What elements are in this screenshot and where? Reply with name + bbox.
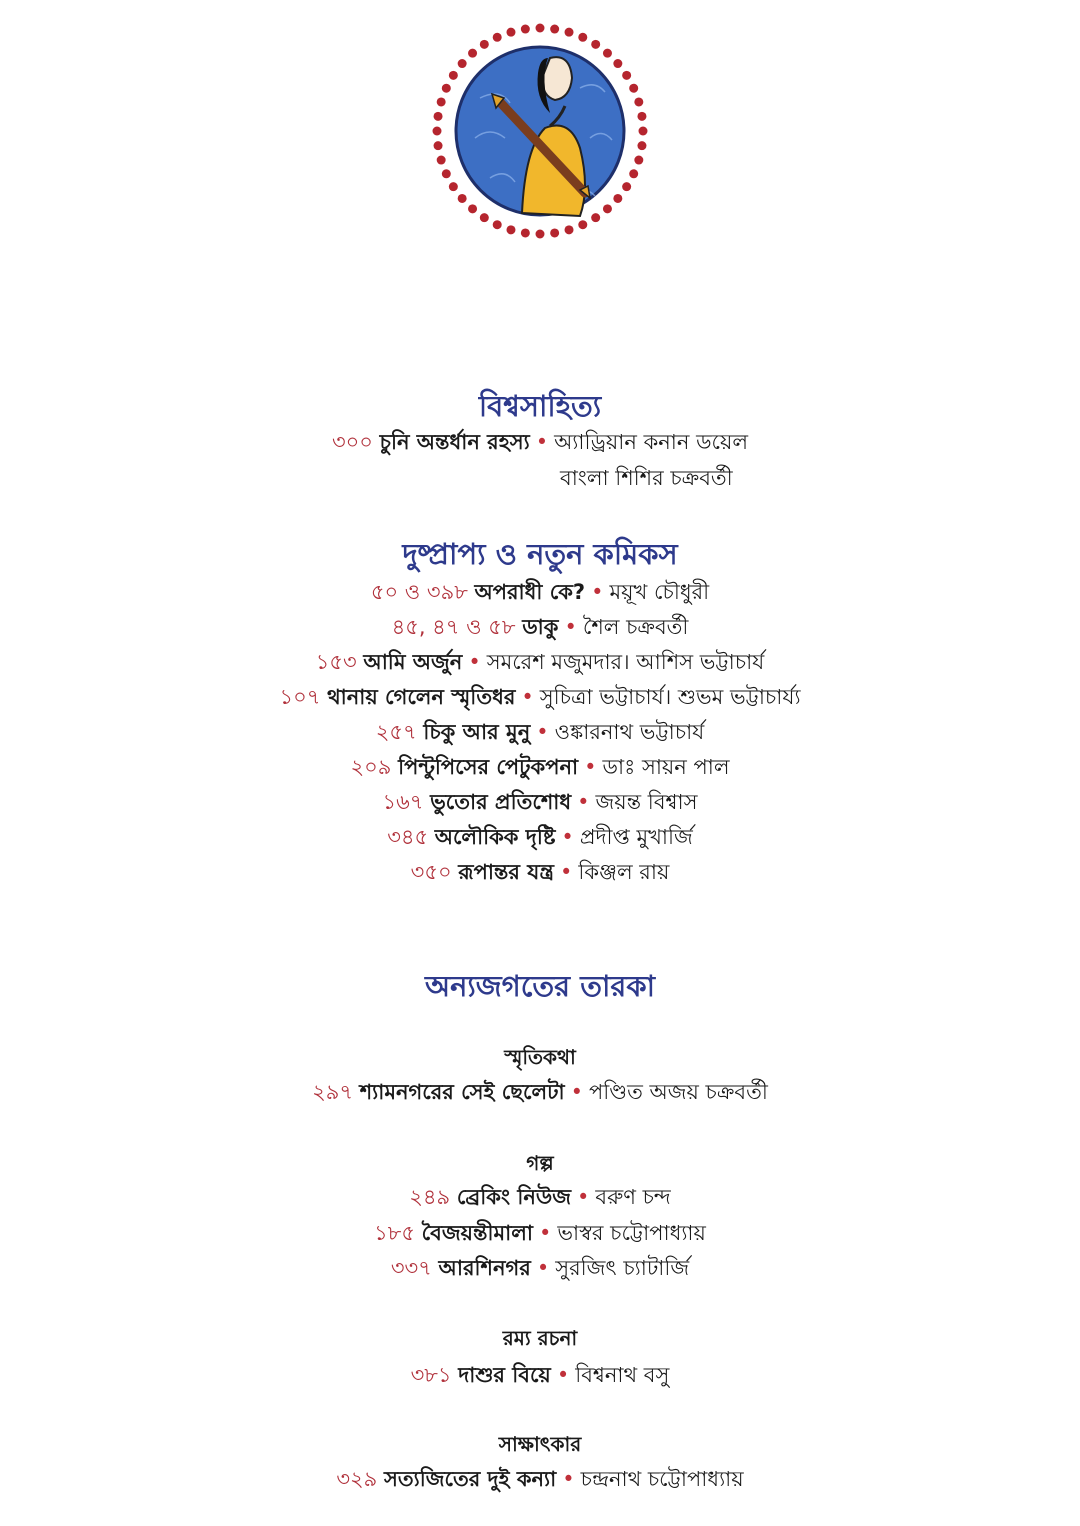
entry-author: ওঙ্কারনাথ ভট্টাচার্য bbox=[554, 720, 705, 744]
entry-author: ভাস্বর চট্টোপাধ্যায় bbox=[557, 1221, 706, 1245]
toc-entry bbox=[0, 1183, 1080, 1211]
logo-dot bbox=[480, 213, 489, 222]
logo-dot bbox=[637, 141, 646, 150]
logo-dot bbox=[434, 112, 443, 121]
toc-entry bbox=[0, 578, 1080, 606]
subsection-label: স্মৃতিকথা bbox=[504, 1045, 576, 1069]
page-number: ১৫৩ bbox=[315, 650, 357, 674]
entry-author: চন্দ্রনাথ চট্টোপাধ্যায় bbox=[580, 1467, 744, 1491]
logo-dot bbox=[493, 33, 502, 42]
bullet-separator: • bbox=[561, 825, 574, 849]
logo-dot bbox=[578, 220, 587, 229]
logo-dot bbox=[434, 141, 443, 150]
entry-title: দাশুর বিয়ে bbox=[458, 1363, 551, 1387]
entry-title: অপরাধী কে? bbox=[474, 580, 586, 604]
logo-dot bbox=[639, 127, 648, 136]
section-heading: বিশ্বসাহিত্য bbox=[478, 389, 602, 423]
logo-dot bbox=[442, 169, 451, 178]
toc-entry bbox=[0, 1078, 1080, 1106]
logo-dot bbox=[634, 156, 643, 165]
entry-author: প্রদীপ্ত মুখার্জি bbox=[579, 825, 693, 849]
logo-dot bbox=[591, 40, 600, 49]
toc-entry bbox=[0, 648, 1080, 676]
subsection-label: গল্প bbox=[526, 1151, 554, 1175]
bullet-separator: • bbox=[521, 685, 534, 709]
logo-dot bbox=[458, 59, 467, 68]
entry-author: সুরজিৎ চ্যাটার্জি bbox=[555, 1256, 690, 1280]
bullet-separator: • bbox=[591, 580, 604, 604]
toc-entry bbox=[0, 1465, 1080, 1493]
logo-dot bbox=[622, 182, 631, 191]
entry-title: ভুতোর প্রতিশোধ bbox=[430, 790, 572, 814]
magazine-logo-emblem bbox=[430, 18, 650, 248]
bullet-separator: • bbox=[577, 1185, 590, 1209]
section-heading: অন্যজগতের তারকা bbox=[424, 969, 656, 1003]
entry-author: পণ্ডিত অজয় চক্রবর্তী bbox=[589, 1080, 768, 1104]
toc-entry bbox=[0, 1219, 1080, 1247]
entry-title: চিকু আর মুনু bbox=[423, 720, 531, 744]
logo-dot bbox=[591, 213, 600, 222]
logo-dot bbox=[603, 49, 612, 58]
bullet-separator: • bbox=[562, 1467, 575, 1491]
entry-title: রূপান্তর যন্ত্র bbox=[458, 860, 554, 884]
logo-dot bbox=[506, 28, 515, 37]
logo-dot bbox=[622, 71, 631, 80]
entry-title: অলৌকিক দৃষ্টি bbox=[434, 825, 556, 849]
toc-entry bbox=[0, 613, 1080, 641]
entry-title: শ্যামনগরের সেই ছেলেটা bbox=[359, 1080, 565, 1104]
bullet-separator: • bbox=[556, 1363, 570, 1387]
entry-title: আরশিনগর bbox=[438, 1256, 531, 1280]
page-number: ১৮৫ bbox=[374, 1221, 415, 1245]
entry-author: সুচিত্রা ভট্টাচার্য। শুভম ভট্টাচার্য্য bbox=[539, 685, 801, 709]
logo-dot bbox=[433, 127, 442, 136]
entry-title: বৈজয়ন্তীমালা bbox=[421, 1221, 533, 1245]
page-number: ৫০ ও ৩৯৮ bbox=[370, 580, 468, 604]
logo-dot bbox=[613, 59, 622, 68]
entry-author: বিশ্বনাথ বসু bbox=[575, 1363, 670, 1387]
entry-author: সমরেশ মজুমদার। আশিস ভট্টাচার্য bbox=[486, 650, 765, 674]
entry-author: ডাঃ সায়ন পাল bbox=[602, 755, 730, 779]
entry-author: বরুণ চন্দ bbox=[595, 1185, 671, 1209]
toc-entry bbox=[0, 788, 1080, 816]
toc-entry bbox=[0, 428, 1080, 456]
bullet-separator: • bbox=[584, 755, 597, 779]
page-number: ৪৫, ৪৭ ও ৫৮ bbox=[391, 615, 516, 639]
logo-dot bbox=[521, 228, 530, 237]
bullet-separator: • bbox=[564, 615, 577, 639]
toc-entry bbox=[0, 1361, 1080, 1389]
logo-dot bbox=[449, 182, 458, 191]
bullet-separator: • bbox=[559, 860, 573, 884]
logo-dot bbox=[536, 24, 545, 33]
page-number: ৩২৯ bbox=[336, 1467, 378, 1491]
logo-dot bbox=[578, 33, 587, 42]
logo-dot bbox=[437, 97, 446, 106]
toc-entry bbox=[0, 753, 1080, 781]
logo-dot bbox=[458, 194, 467, 203]
page-number: ১৬৭ bbox=[382, 790, 424, 814]
logo-dot bbox=[565, 28, 574, 37]
logo-dot bbox=[506, 225, 515, 234]
toc-entry bbox=[0, 858, 1080, 886]
page-number: ২৫৭ bbox=[375, 720, 417, 744]
entry-author: অ্যাড্রিয়ান কনান ডয়েল bbox=[554, 430, 749, 454]
entry-title: থানায় গেলেন স্মৃতিধর bbox=[327, 685, 516, 709]
logo-dot bbox=[480, 40, 489, 49]
bullet-separator: • bbox=[468, 650, 481, 674]
toc-entry bbox=[0, 823, 1080, 851]
entry-title: চুনি অন্তর্ধান রহস্য bbox=[379, 430, 530, 454]
logo-dot bbox=[468, 204, 477, 213]
entry-author: শৈল চক্রবর্তী bbox=[582, 615, 689, 639]
bullet-separator: • bbox=[570, 1080, 584, 1104]
logo-dot bbox=[550, 228, 559, 237]
page-number: ২৪৯ bbox=[409, 1185, 451, 1209]
logo-dot bbox=[550, 25, 559, 34]
toc-entry bbox=[0, 718, 1080, 746]
page-number: ৩৩৭ bbox=[390, 1256, 432, 1280]
bullet-separator: • bbox=[535, 430, 549, 454]
subsection-label: সাক্ষাৎকার bbox=[498, 1432, 582, 1456]
page-number: ২০৯ bbox=[350, 755, 392, 779]
toc-entry bbox=[0, 683, 1080, 711]
page-number: ৩৮১ bbox=[410, 1363, 452, 1387]
subsection-label: রম্য রচনা bbox=[502, 1326, 578, 1350]
logo-dot bbox=[449, 71, 458, 80]
logo-dot bbox=[442, 84, 451, 93]
logo-dot bbox=[437, 156, 446, 165]
toc-entry bbox=[0, 1254, 1080, 1282]
translator-credit: বাংলা শিশির চক্রবর্তী bbox=[560, 466, 733, 490]
bullet-separator: • bbox=[577, 790, 590, 814]
logo-dot bbox=[637, 112, 646, 121]
logo-dot bbox=[634, 97, 643, 106]
entry-title: পিন্টুপিসের পেটুকপনা bbox=[398, 755, 579, 779]
bullet-separator: • bbox=[536, 720, 549, 744]
section-heading: দুষ্প্রাপ্য ও নতুন কমিকস bbox=[402, 537, 678, 571]
page-number: ৩৪৫ bbox=[387, 825, 429, 849]
logo-dot bbox=[493, 220, 502, 229]
page-number: ৩০০ bbox=[331, 430, 373, 454]
logo-dot bbox=[468, 49, 477, 58]
entry-title: সত্যজিতের দুই কন্যা bbox=[383, 1467, 557, 1491]
entry-title: ব্রেকিং নিউজ bbox=[456, 1185, 572, 1209]
page-number: ২৯৭ bbox=[312, 1080, 354, 1104]
entry-author: ময়ূখ চৌধুরী bbox=[609, 580, 710, 604]
logo-dot bbox=[629, 169, 638, 178]
logo-dot bbox=[613, 194, 622, 203]
page-number: ৩৫০ bbox=[410, 860, 452, 884]
page-number: ১০৭ bbox=[279, 685, 321, 709]
logo-dot bbox=[536, 230, 545, 239]
bullet-separator: • bbox=[536, 1256, 550, 1280]
logo-dot bbox=[629, 84, 638, 93]
entry-title: ডাকু bbox=[522, 615, 559, 639]
entry-author: জয়ন্ত বিশ্বাস bbox=[595, 790, 698, 814]
logo-dot bbox=[565, 225, 574, 234]
logo-dot bbox=[521, 25, 530, 34]
bullet-separator: • bbox=[538, 1221, 552, 1245]
logo-dot bbox=[603, 204, 612, 213]
entry-title: আমি অর্জুন bbox=[363, 650, 463, 674]
entry-author: কিঞ্জল রায় bbox=[578, 860, 670, 884]
